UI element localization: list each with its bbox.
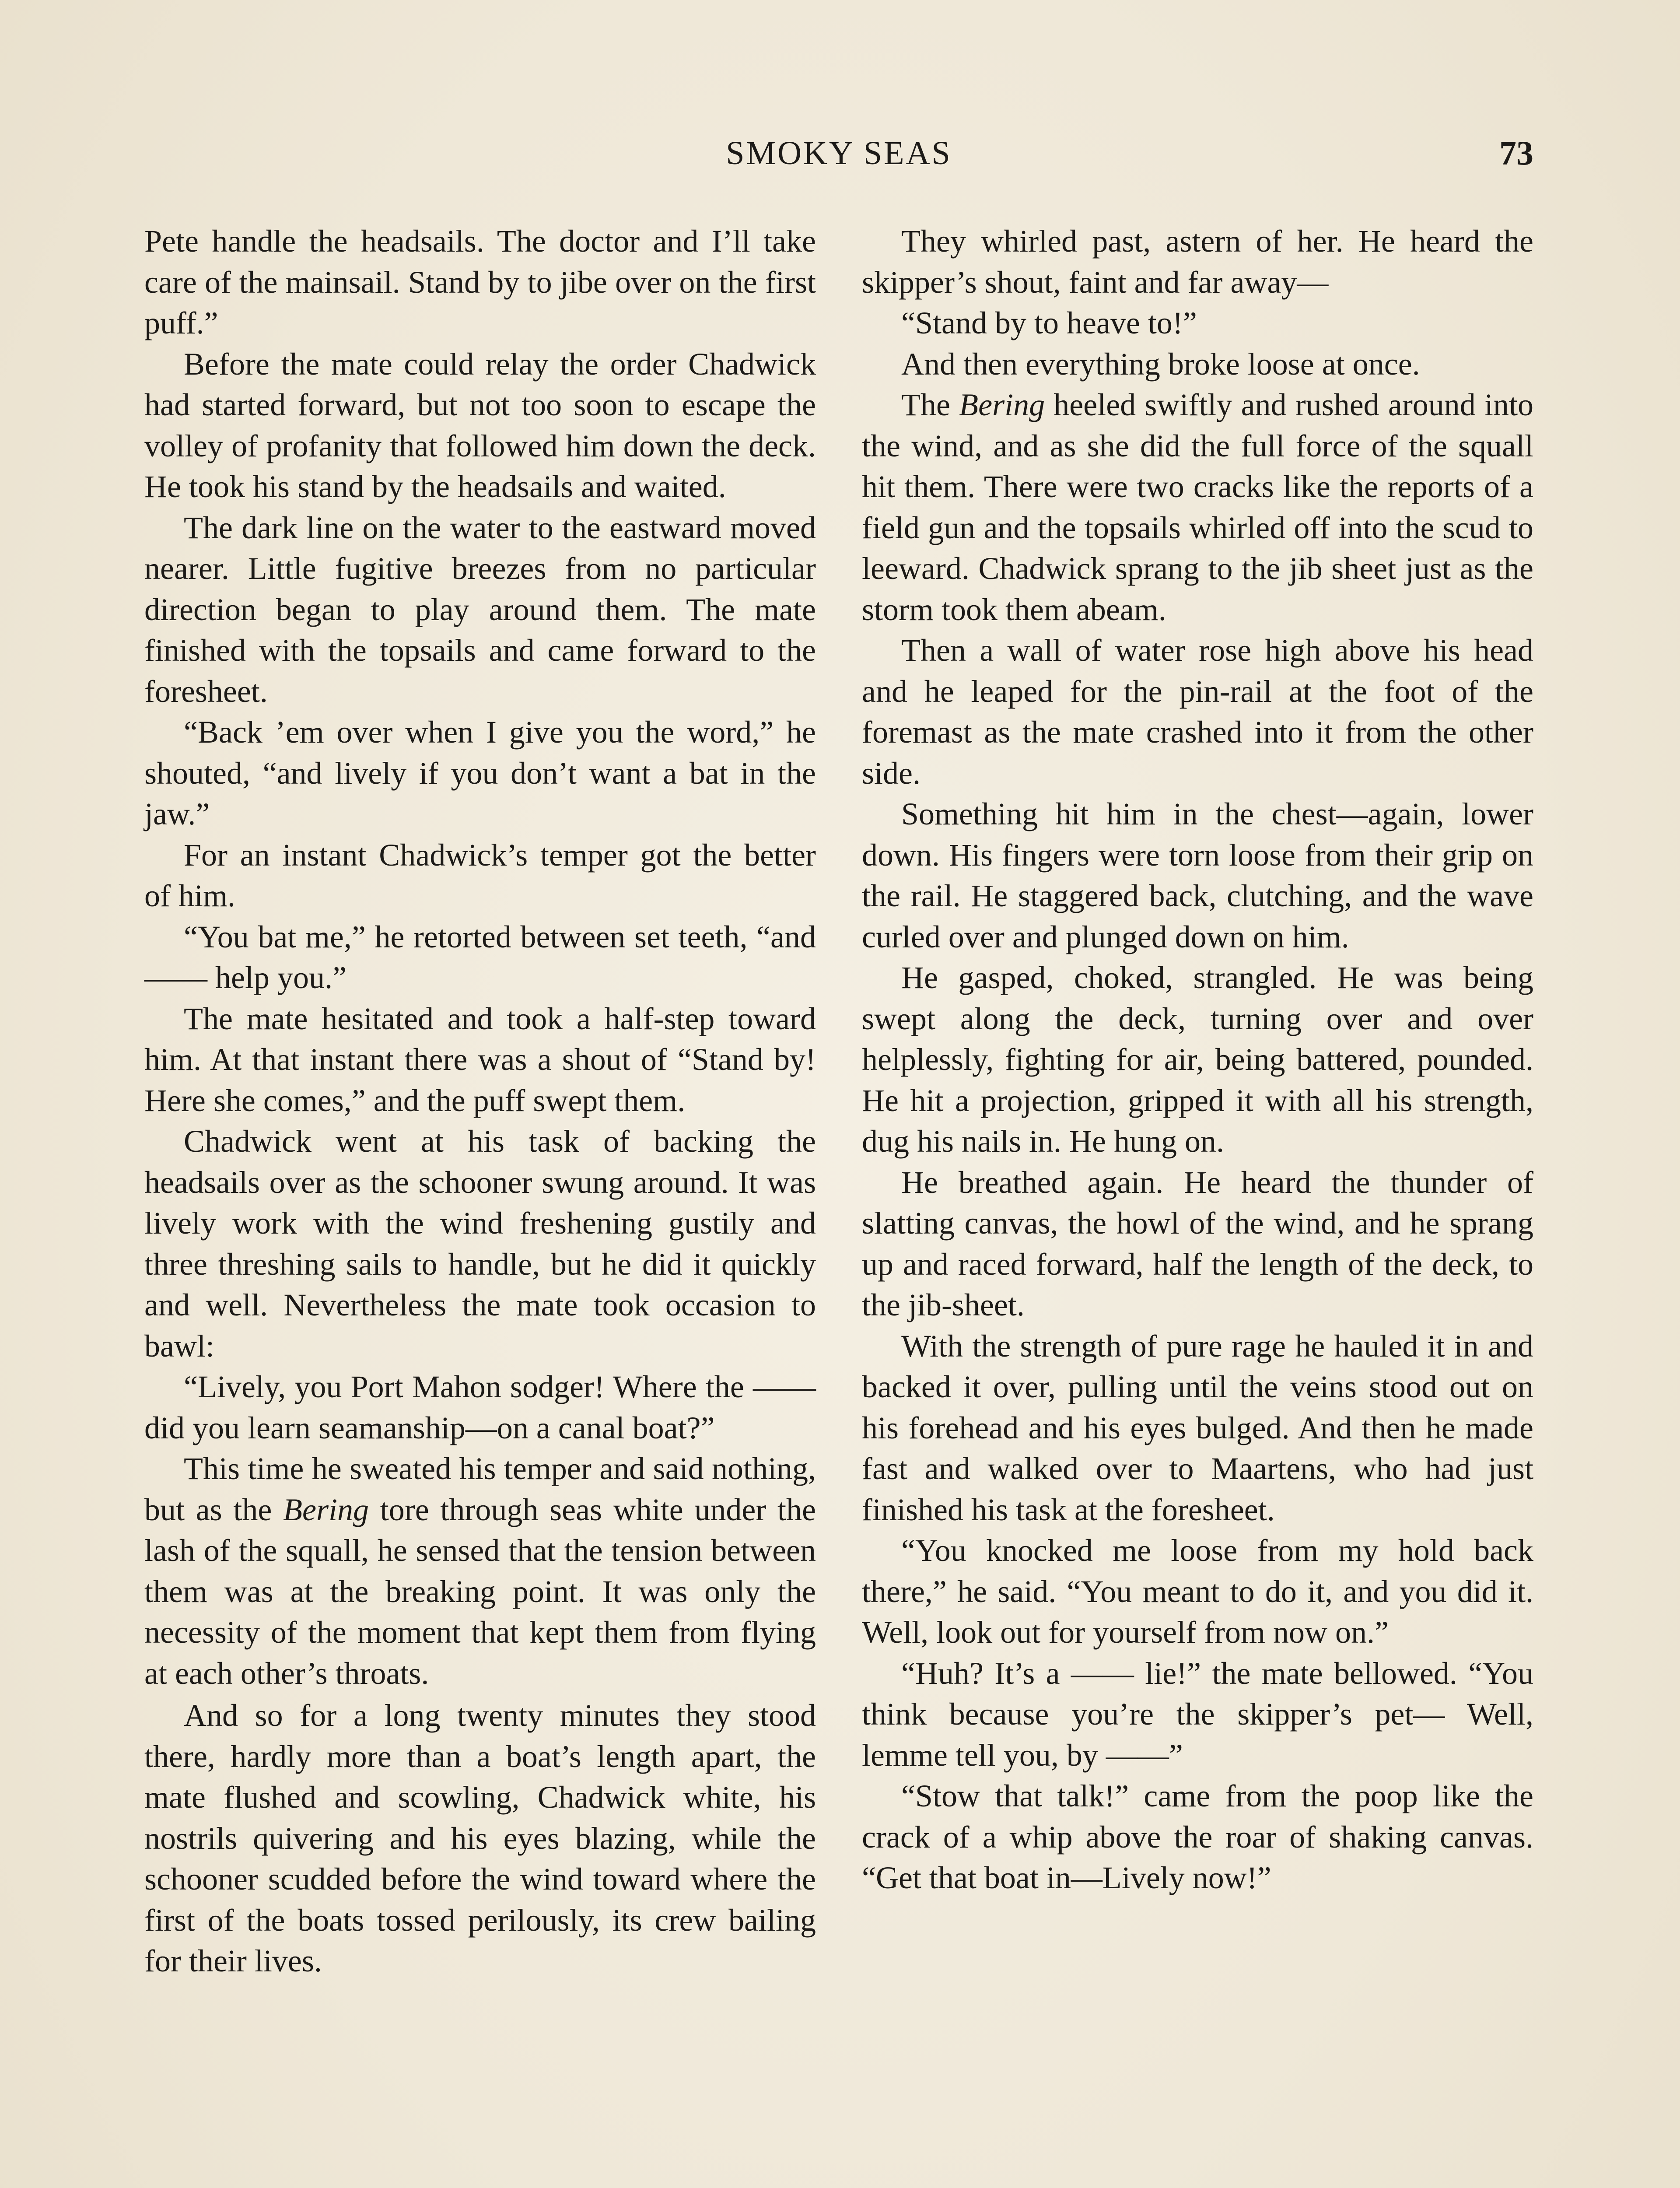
paragraph-text: heeled swiftly and rushed around into the wind, and as she did the full force of the squall hit them. There were two cracks like the reports of a field gun and the topsails whirled off into the scud to leeward. Chadwick sprang to the jib sheet just as the storm took them abeam. (862, 387, 1534, 627)
paragraph: “Stand by to heave to!” (901, 305, 1197, 340)
paragraph: Chadwick went at his task of backing the headsails over as the schooner swung around. It was lively work with the wind freshening gustily and three threshing sails to handle, but he did it quickly and well. Nevertheless the mate took occasion to bawl: (144, 1124, 816, 1364)
paragraph: The dark line on the water to the eastward moved nearer. Little fugitive breezes from no particular direction began to play around them. The mate finished with the topsails and came forward to the foresheet. (144, 510, 816, 709)
paragraph-text: This time he sweated his temper and said nothing, but as the (144, 1451, 816, 1527)
paragraph: For an instant Chadwick’s temper got the better of him. (144, 837, 816, 913)
paragraph: He breathed again. He heard the thunder of slatting canvas, the howl of the wind, and he sprang up and raced forward, half the length of the deck, to the jib-sheet. (862, 1164, 1533, 1322)
paragraph: Something hit him in the chest—again, lower down. His fingers were torn loose from their grip on the rail. He staggered back, clutching, and the wave curled over and plunged down on him. (862, 796, 1533, 954)
page-number: 73 (1499, 134, 1533, 172)
paragraph: With the strength of pure rage he hauled it in and backed it over, pulling until the veins stood out on his forehead and his eyes bulged. And then he made fast and walked over to Maartens, who had just finished his task at the foresheet. (862, 1328, 1533, 1527)
paragraph: “You bat me,” he retorted between set teeth, “and —— help you.” (144, 919, 816, 995)
text-columns (144, 221, 1533, 2188)
paragraph (144, 1448, 816, 1694)
paragraph: “Back ’em over when I give you the word,” he shouted, “and lively if you don’t want a bat in the jaw.” (144, 715, 816, 831)
paragraph: The mate hesitated and took a half-step toward him. At that instant there was a shout of “Stand by! Here she comes,” and the puff swept them. (144, 1001, 816, 1118)
ship-name: Bering (283, 1492, 369, 1527)
paragraph: They whirled past, astern of her. He heard the skipper’s shout, faint and far away— (862, 224, 1533, 300)
paragraph: He gasped, choked, strangled. He was being swept along the deck, turning over and over helplessly, fighting for air, being battered, pounded. He hit a projection, gripped it with all his strength, dug his nails in. He hung on. (862, 960, 1533, 1159)
left-column (144, 221, 816, 1982)
running-title: SMOKY SEAS (726, 135, 952, 172)
paragraph: Before the mate could relay the order Chadwick had started forward, but not too soon to escape the volley of profanity that followed him down the deck. He took his stand by the headsails and waited. (144, 346, 816, 504)
page-header (144, 127, 1533, 179)
ship-name: Bering (959, 387, 1045, 422)
paragraph: Pete handle the headsails. The doctor and I’ll take care of the mainsail. Stand by to jibe over on the first puff.” (144, 224, 816, 340)
paragraph (862, 385, 1533, 630)
paragraph: “Huh? It’s a —— lie!” the mate bellowed. “You think because you’re the skipper’s pet— Well, lemme tell you, by ——” (862, 1655, 1533, 1773)
paragraph: Then a wall of water rose high above his head and he leaped for the pin-rail at the foot of the foremast as the mate crashed into it from the other side. (862, 633, 1533, 791)
paragraph: “Lively, you Port Mahon sodger! Where the —— did you learn seamanship—on a canal boat?” (144, 1369, 816, 1445)
paragraph: And so for a long twenty minutes they stood there, hardly more than a boat’s length apart, the mate flushed and scowling, Chadwick white, his nostrils quivering and his eyes blazing, while the schooner scudded before the wind toward where the first of the boats tossed perilously, its crew bailing for their lives. (144, 1698, 816, 1978)
paragraph: And then everything broke loose at once. (901, 346, 1420, 382)
paragraph-text: The (901, 387, 959, 422)
paragraph: “You knocked me loose from my hold back there,” he said. “You meant to do it, and you did it. Well, look out for yourself from now on.” (862, 1533, 1533, 1650)
right-column (862, 221, 1533, 1899)
paragraph-text: tore through seas white under the lash of the squall, he sensed that the tension between them was at the breaking point. It was only the necessity of the moment that kept them from flying at each other’s throats. (144, 1492, 816, 1691)
paragraph: “Stow that talk!” came from the poop like the crack of a whip above the roar of shaking canvas. “Get that boat in—Lively now!” (862, 1778, 1533, 1895)
